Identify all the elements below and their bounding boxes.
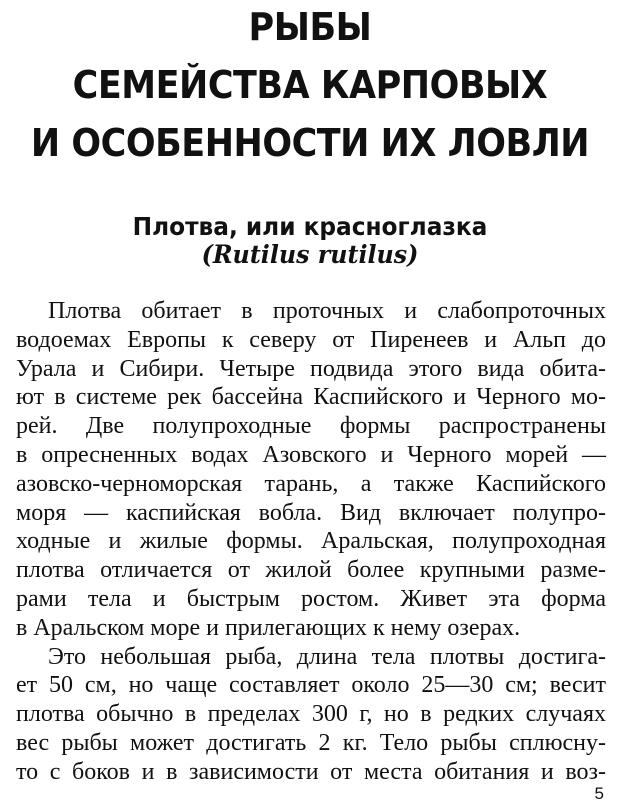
text-line: Это небольшая рыба, длина тела плотвы достига- [48,643,606,670]
body-text [16,297,606,787]
text-line: плотва отличается от жилой более крупными разме- [16,557,606,584]
text-line: в Аральском море и прилегающих к нему озерах. [16,614,521,641]
chapter-title-line-2: СЕМЕЙСТВА КАРПОВЫХ [72,63,548,107]
chapter-title-line-1: РЫБЫ [248,5,372,49]
text-line: водоемах Европы к северу от Пиренеев и Альп до [16,326,606,353]
text-line: плотва обычно в пределах 300 г, но в редких случаях [16,701,606,728]
text-line: ют в системе рек бассейна Каспийского и Черного мо- [16,384,606,411]
text-line: Урала и Сибири. Четыре подвида этого вида обита- [16,355,606,382]
text-line: рами тела и быстрым ростом. Живет эта форма [16,585,606,612]
text-line: в опресненных водах Азовского и Черного морей — [16,441,606,468]
text-line: азовско-черноморская тарань, а также Каспийского [16,470,606,497]
chapter-title-line-3: И ОСОБЕННОСТИ ИХ ЛОВЛИ [30,121,590,165]
text-line: Плотва обитает в проточных и слабопроточных [48,298,606,324]
text-line: ходные и жилые формы. Аральская, полупроходная [16,528,606,555]
section-latin-name: (Rutilus rutilus) [201,240,419,269]
text-line: рей. Две полупроходные формы распространены [16,413,606,440]
page-number: 5 [594,784,604,803]
section-title: Плотва, или красноглазка [132,212,488,241]
text-line: ет 50 см, но чаще составляет около 25—30 см; весит [16,672,606,699]
text-line: вес рыбы может достигать 2 кг. Тело рыбы сплюсну- [16,729,606,756]
text-line: то с боков и в зависимости от места обитания и воз- [16,758,606,785]
text-line: моря — каспийская вобла. Вид включает полупро- [16,499,606,526]
